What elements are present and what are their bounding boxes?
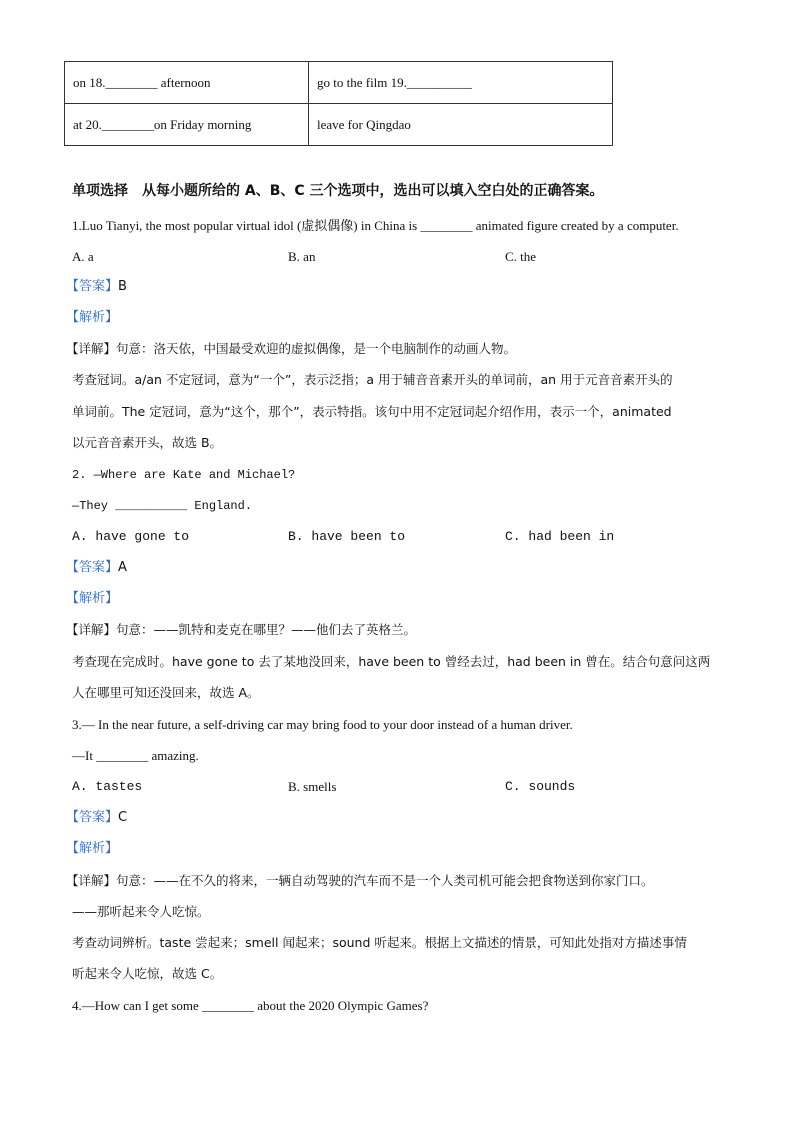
table-cell: leave for Qingdao: [309, 104, 613, 146]
detail-label: 【详解】: [66, 341, 117, 356]
question-3-stem-line-1: 3.— In the near future, a self-driving car may bring food to your door instead of a human driver.: [72, 717, 573, 732]
q1-explanation-line-2: 单词前。The 定冠词，意为“这个，那个”，表示特指。该句中用不定冠词起介绍作用，表示一个，animated: [72, 404, 672, 419]
q2-answer: [66, 560, 127, 576]
q3-option-c: C. sounds: [505, 779, 576, 794]
q1-explanation-line-1: 考查冠词。a/an 不定冠词，意为“一个”，表示泛指；a 用于辅音音素开头的单词前，an 用于元音音素开头的: [72, 372, 673, 387]
question-1-stem: 1.Luo Tianyi, the most popular virtual idol (虚拟偶像) in China is ________ animated figure created by a computer.: [72, 218, 679, 233]
q3-option-b: B. smells: [288, 779, 337, 794]
q1-detail: [66, 341, 516, 357]
question-4-stem: 4.—How can I get some ________ about the 2020 Olympic Games?: [72, 998, 429, 1013]
section-heading: 单项选择 从每小题所给的 A、B、C 三个选项中，选出可以填入空白处的正确答案。: [72, 183, 604, 199]
q2-option-b: B. have been to: [288, 529, 406, 544]
detail-text: 句意：——凯特和麦克在哪里？——他们去了英格兰。: [116, 622, 417, 637]
q2-detail: [66, 622, 416, 638]
q3-explanation-line-1: 考查动词辨析。taste 尝起来；smell 闻起来；sound 听起来。根据上文描述的情景，可知此处指对方描述事情: [72, 935, 687, 950]
question-2-stem-line-1: 2. —Where are Kate and Michael?: [72, 468, 296, 482]
q3-option-a: A. tastes: [72, 779, 143, 794]
table-cell: go to the film 19.__________: [309, 62, 613, 104]
q2-option-a: A. have gone to: [72, 529, 190, 544]
q3-explanation-line-2: 听起来令人吃惊，故选 C。: [72, 966, 223, 981]
answer-label: 【答案】: [66, 560, 119, 575]
schedule-table: [64, 61, 613, 146]
q2-option-c: C. had been in: [505, 529, 615, 544]
table-row: [65, 62, 613, 104]
q2-explanation-line-1: 考查现在完成时。have gone to 去了某地没回来，have been to 曾经去过，had been in 曾在。结合句意问这两: [72, 654, 711, 669]
detail-text: 句意：洛天依，中国最受欢迎的虚拟偶像，是一个电脑制作的动画人物。: [116, 341, 517, 356]
answer-label: 【答案】: [66, 810, 119, 825]
answer-label: 【答案】: [66, 279, 119, 294]
question-3-stem-line-2: —It ________ amazing.: [72, 748, 199, 763]
table-cell: at 20.________on Friday morning: [65, 104, 309, 146]
q1-answer: [66, 279, 127, 295]
q1-option-c: C. the: [505, 249, 537, 264]
q1-analysis-label: 【解析】: [66, 310, 119, 325]
question-2-stem-line-2: —They __________ England.: [72, 499, 253, 513]
q1-explanation-line-3: 以元音音素开头，故选 B。: [72, 435, 223, 450]
q1-option-a: A. a: [72, 249, 94, 264]
q2-analysis-label: 【解析】: [66, 591, 119, 606]
table-cell: on 18.________ afternoon: [65, 62, 309, 104]
q3-detail: [66, 873, 654, 889]
q2-explanation-line-2: 人在哪里可知还没回来，故选 A。: [72, 685, 260, 700]
detail-label: 【详解】: [66, 873, 117, 888]
table-row: [65, 104, 613, 146]
detail-label: 【详解】: [66, 622, 117, 637]
q3-analysis-label: 【解析】: [66, 841, 119, 856]
answer-value: C: [118, 810, 128, 825]
detail-text: 句意：——在不久的将来，一辆自动驾驶的汽车而不是一个人类司机可能会把食物送到你家门口。: [116, 873, 654, 888]
q3-detail-line-2: ——那听起来令人吃惊。: [72, 904, 210, 919]
q3-answer: [66, 810, 127, 826]
answer-value: B: [118, 279, 127, 294]
q1-option-b: B. an: [288, 249, 316, 264]
answer-value: A: [118, 560, 127, 575]
